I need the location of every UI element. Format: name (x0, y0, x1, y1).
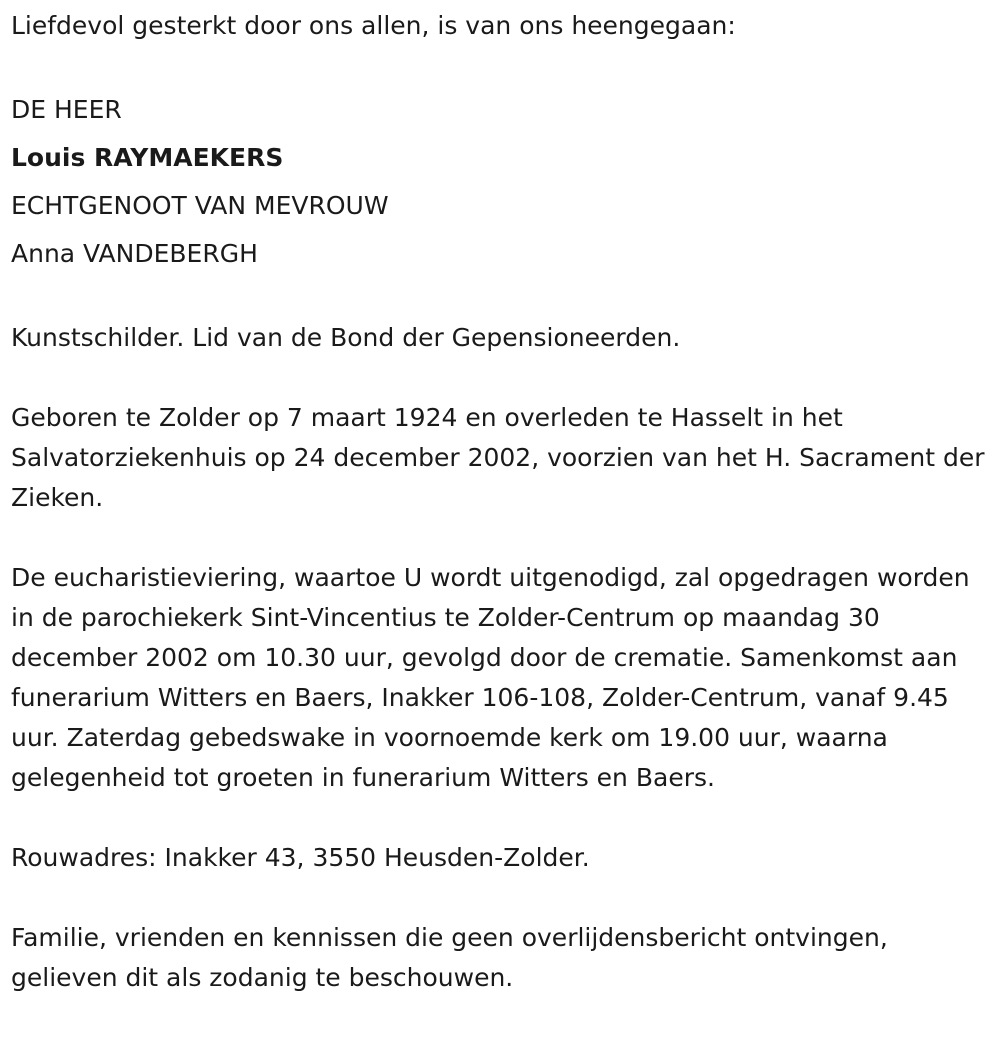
profession-text: Kunstschilder. Lid van de Bond der Gepensioneerden. (11, 323, 681, 352)
spouse-label: ECHTGENOOT VAN MEVROUW (11, 191, 389, 220)
spacer (11, 878, 988, 918)
spacer (11, 518, 988, 558)
title-text: DE HEER (11, 95, 122, 124)
birth-death-paragraph: Geboren te Zolder op 7 maart 1924 en overleden te Hasselt in het Salvatorziekenhuis op 24 december 2002, voorzien van het H. Sacrament der Zieken. (11, 403, 985, 512)
ceremony-paragraph: De eucharistieviering, waartoe U wordt uitgenodigd, zal opgedragen worden in de parochiekerk Sint-Vincentius te Zolder-Centrum op maandag 30 december 2002 om 10.30 uur, gevolgd door de crematie. Samenkomst aan funerarium Witters en Baers, Inakker 106-108, Zolder-Centrum, vanaf 9.45 uur. Zaterdag gebedswake in voornoemde kerk om 19.00 uur, waarna gelegenheid tot groeten in funerarium Witters en Baers. (11, 563, 970, 792)
spacer (11, 46, 988, 86)
spacer (11, 278, 988, 318)
spacer (11, 358, 988, 398)
intro-text: Liefdevol gesterkt door ons allen, is van ons heengegaan: (11, 11, 736, 40)
mourning-address: Rouwadres: Inakker 43, 3550 Heusden-Zolder. (11, 843, 590, 872)
spacer (11, 798, 988, 838)
closing-paragraph: Familie, vrienden en kennissen die geen overlijdensbericht ontvingen, gelieven dit als zodanig te beschouwen. (11, 923, 888, 992)
deceased-name: Louis RAYMAEKERS (11, 143, 284, 172)
spouse-name: Anna VANDEBERGH (11, 239, 258, 268)
